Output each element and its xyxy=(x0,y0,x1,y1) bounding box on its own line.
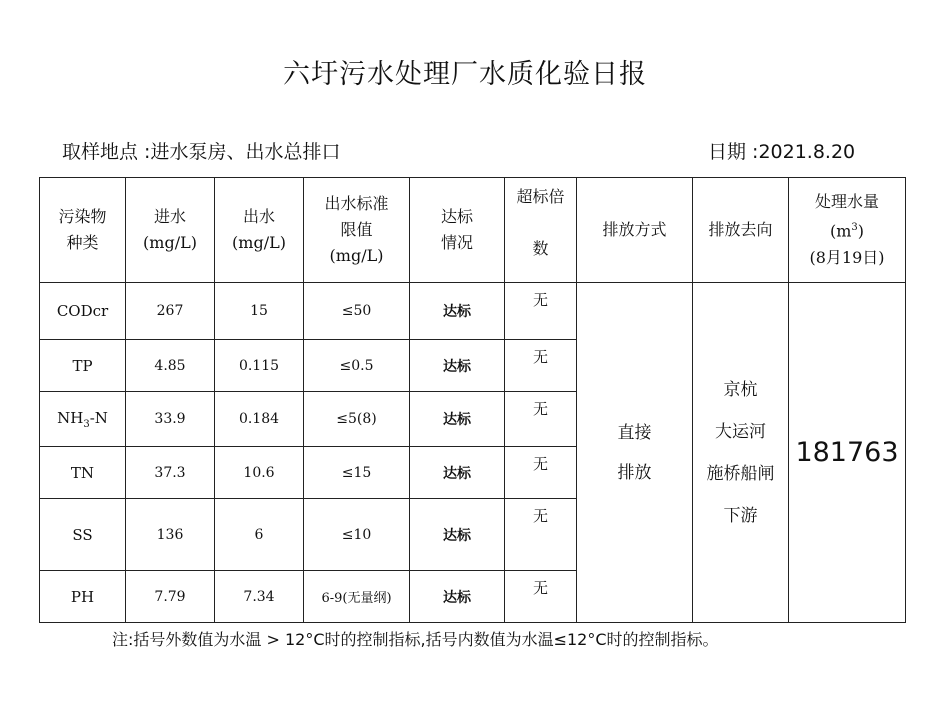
status-cell: 达标 xyxy=(410,499,505,571)
inflow-cell: 33.9 xyxy=(126,392,215,447)
limit-cell: ≤5(8) xyxy=(304,392,410,447)
limit-cell: ≤0.5 xyxy=(304,340,410,392)
outflow-cell: 6 xyxy=(215,499,304,571)
footnote: 注:括号外数值为水温 > 12°C时的控制指标,括号内数值为水温≤12°C时的控制指标。 xyxy=(112,630,719,649)
header-exceed: 超标倍 数 xyxy=(505,178,577,283)
outflow-cell: 0.115 xyxy=(215,340,304,392)
exceed-cell: 无 xyxy=(505,447,577,499)
header-pollutant: 污染物 种类 xyxy=(40,178,126,283)
header-compliance: 达标 情况 xyxy=(410,178,505,283)
treated-volume-cell: 181763 xyxy=(789,283,906,623)
exceed-cell: 无 xyxy=(505,499,577,571)
pollutant-cell: CODcr xyxy=(40,283,126,340)
outflow-cell: 7.34 xyxy=(215,571,304,623)
header-volume: 处理水量 $(m^3)$ (8月19日) xyxy=(789,178,906,283)
pollutant-cell: $NH_3-N$ xyxy=(40,392,126,447)
status-cell: 达标 xyxy=(410,340,505,392)
status-cell: 达标 xyxy=(410,392,505,447)
report-title: 六圩污水处理厂水质化验日报 xyxy=(283,59,647,90)
header-discharge-mode: 排放方式 xyxy=(577,178,693,283)
pollutant-cell: PH xyxy=(40,571,126,623)
pollutant-cell: TP xyxy=(40,340,126,392)
header-inflow: 进水 (mg/L) xyxy=(126,178,215,283)
status-cell: 达标 xyxy=(410,447,505,499)
inflow-cell: 37.3 xyxy=(126,447,215,499)
header-limit: 出水标准 限值 (mg/L) xyxy=(304,178,410,283)
header-row xyxy=(40,178,906,283)
header-outflow: 出水 (mg/L) xyxy=(215,178,304,283)
outflow-cell: 15 xyxy=(215,283,304,340)
inflow-cell: 4.85 xyxy=(126,340,215,392)
limit-cell: 6-9(无量纲) xyxy=(304,571,410,623)
inflow-cell: 267 xyxy=(126,283,215,340)
report-date: 日期 :2021.8.20 xyxy=(708,141,856,163)
exceed-cell: 无 xyxy=(505,340,577,392)
exceed-cell: 无 xyxy=(505,571,577,623)
exceed-cell: 无 xyxy=(505,392,577,447)
pollutant-cell: TN xyxy=(40,447,126,499)
pollutant-cell: SS xyxy=(40,499,126,571)
outflow-cell: 0.184 xyxy=(215,392,304,447)
water-quality-table xyxy=(39,177,906,623)
header-discharge-dest: 排放去向 xyxy=(693,178,789,283)
limit-cell: ≤10 xyxy=(304,499,410,571)
exceed-cell: 无 xyxy=(505,283,577,340)
sampling-location: 取样地点 :进水泵房、出水总排口 xyxy=(62,141,341,163)
outflow-cell: 10.6 xyxy=(215,447,304,499)
discharge-dest-cell: 京杭 大运河 施桥船闸 下游 xyxy=(693,283,789,623)
table-row xyxy=(40,283,906,340)
discharge-mode-cell: 直接 排放 xyxy=(577,283,693,623)
limit-cell: ≤15 xyxy=(304,447,410,499)
limit-cell: ≤50 xyxy=(304,283,410,340)
inflow-cell: 7.79 xyxy=(126,571,215,623)
status-cell: 达标 xyxy=(410,571,505,623)
inflow-cell: 136 xyxy=(126,499,215,571)
status-cell: 达标 xyxy=(410,283,505,340)
